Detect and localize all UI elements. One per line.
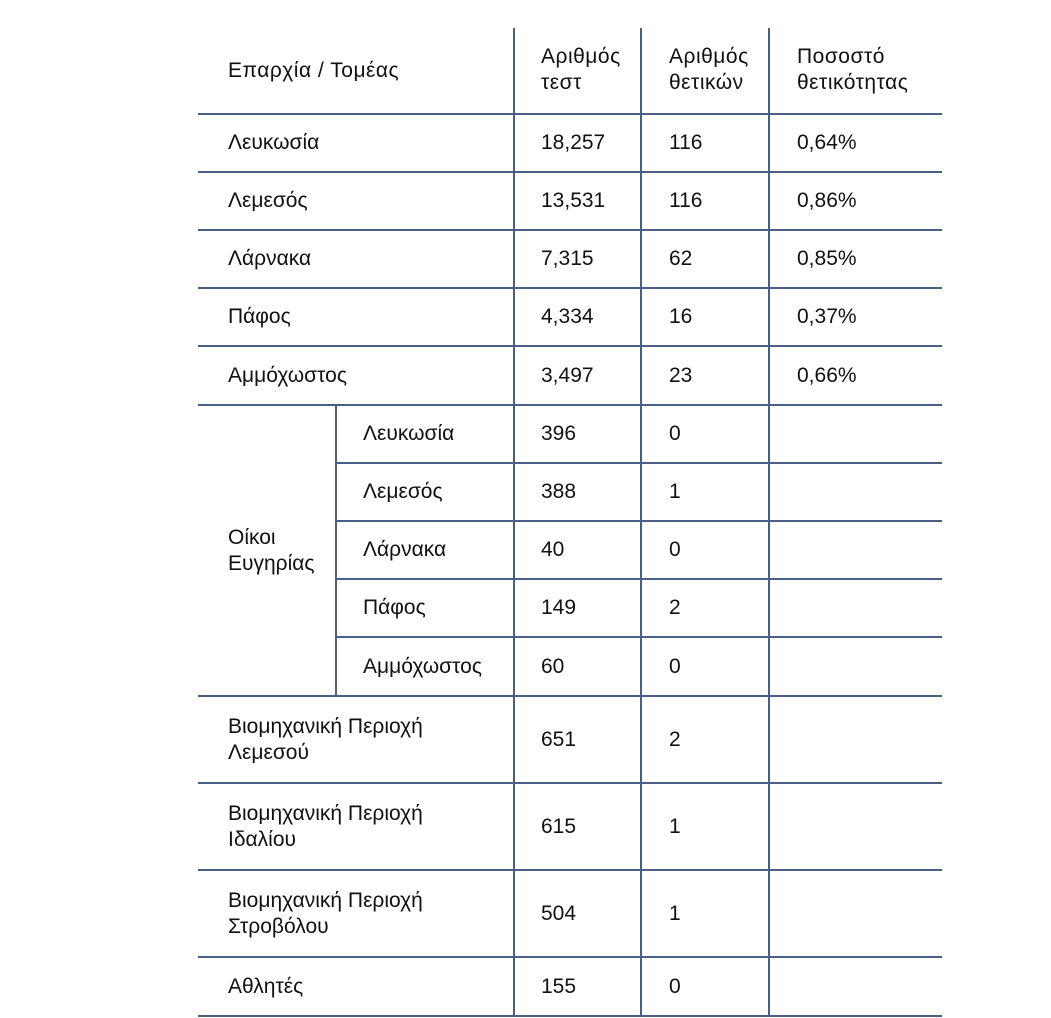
care-home-tests: 396 [541,422,577,445]
district-tests: 4,334 [541,305,594,328]
district-name: Λάρνακα [228,247,312,270]
col-divider-tests [513,28,515,1016]
other-tests: 615 [541,814,577,838]
testing-table [198,28,942,1017]
district-tests: 7,315 [541,247,594,270]
care-home-positives: 2 [669,596,681,619]
care-home-tests: 149 [541,596,577,619]
other-tests: 504 [541,901,577,925]
care-home-tests: 388 [541,480,577,503]
district-positives: 16 [669,305,693,328]
care-home-name: Πάφος [363,596,426,619]
care-homes-label: Οίκοι Ευγηρίας [228,525,315,575]
header-tests: Αριθμός τεστ [541,45,621,94]
district-rate: 0,66% [797,363,857,387]
district-positives: 23 [669,363,693,387]
other-name: Βιομηχανική Περιοχή Λεμεσού [228,714,423,764]
care-home-positives: 0 [669,422,681,445]
other-name: Βιομηχανική Περιοχή Ιδαλίου [228,801,423,851]
header-region: Επαρχία / Τομέας [228,59,400,82]
care-home-positives: 1 [669,480,681,503]
other-positives: 1 [669,814,681,838]
other-positives: 2 [669,727,681,751]
col-divider-positives [640,28,642,1016]
district-tests: 13,531 [541,189,606,212]
care-home-tests: 60 [541,654,565,678]
other-positives: 1 [669,901,681,925]
header-rate: Ποσοστό θετικότητας [797,45,909,94]
care-home-tests: 40 [541,538,565,561]
district-positives: 116 [669,131,703,154]
district-rate: 0,37% [797,305,857,328]
district-name: Πάφος [228,305,291,328]
care-home-positives: 0 [669,654,681,678]
district-rate: 0,86% [797,189,857,212]
district-name: Λευκωσία [228,131,320,154]
other-name: Βιομηχανική Περιοχή Στροβόλου [228,888,423,938]
care-home-name: Αμμόχωστος [363,654,482,678]
other-tests: 651 [541,727,577,751]
district-name: Λεμεσός [228,189,308,212]
district-rate: 0,64% [797,131,857,154]
district-tests: 3,497 [541,363,594,387]
district-rate: 0,85% [797,247,857,270]
other-name: Αθλητές [228,974,304,998]
district-positives: 116 [669,189,703,212]
district-tests: 18,257 [541,131,606,154]
header-positives: Αριθμός θετικών [669,45,749,94]
care-home-name: Λάρνακα [363,538,447,561]
district-positives: 62 [669,247,693,270]
other-tests: 155 [541,974,577,998]
district-name: Αμμόχωστος [228,363,347,387]
care-home-name: Λευκωσία [363,422,455,445]
col-divider-rate [768,28,770,1016]
col-divider-subgroup [335,405,337,696]
care-home-name: Λεμεσός [363,480,443,503]
other-positives: 0 [669,974,681,998]
care-home-positives: 0 [669,538,681,561]
